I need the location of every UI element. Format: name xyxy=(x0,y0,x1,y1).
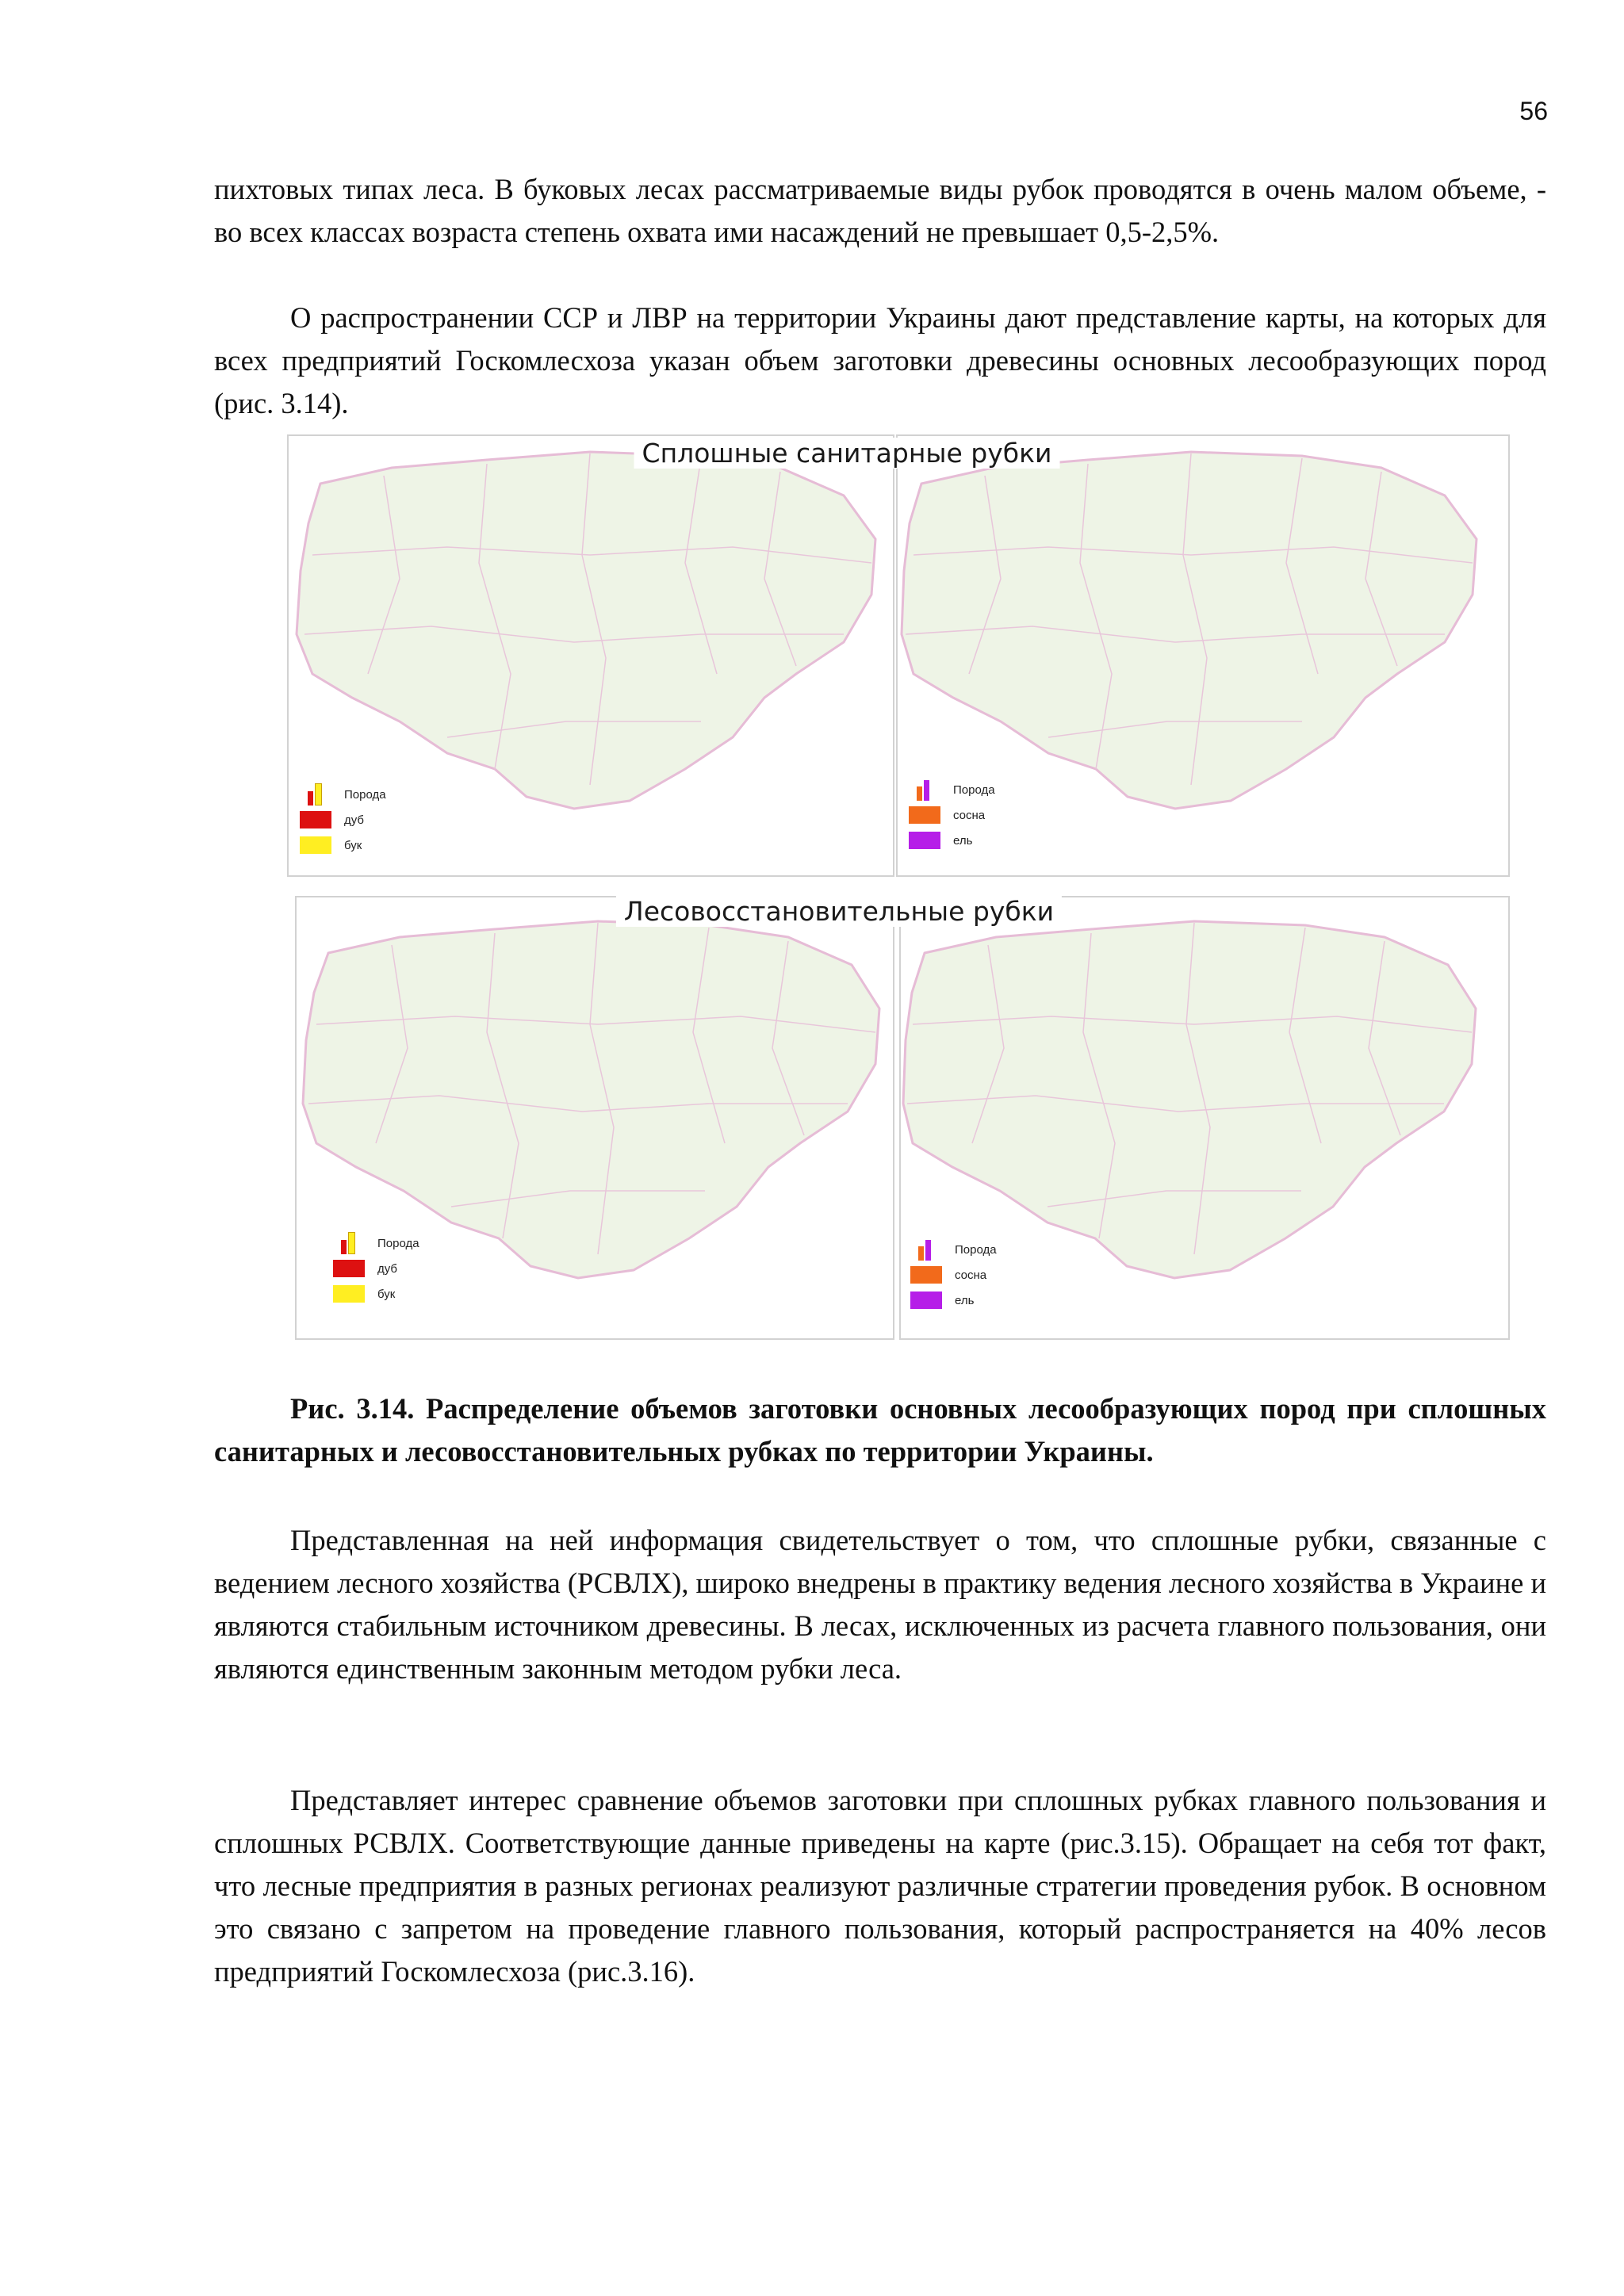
paragraph-3: Представленная на ней информация свидетельствует о том, что сплошные рубки, связанные с ведением лесного хозяйства (РСВЛХ), широко внедрены в практику ведения лесного хозяйства в Украине и являются стабильным источником древесины. В лесах, исключенных из расчета главного пользования, они являются единственным законным методом рубки леса. xyxy=(214,1524,1546,1685)
figure-3-14 xyxy=(287,434,1507,1345)
bar-chart-icon xyxy=(910,1238,942,1261)
legend-item-label: дуб xyxy=(377,1261,398,1276)
legend-hardwood xyxy=(300,782,386,858)
legend-item-label: дуб xyxy=(344,813,365,827)
paragraph-2: О распространении ССР и ЛВР на территории Украины дают представление карты, на которых для всех предприятий Госкомлесхоза указан объем заготовки древесины основных лесообразующих пород (рис. 3.14). xyxy=(214,301,1546,419)
legend-title: Порода xyxy=(955,1242,997,1257)
legend-title: Порода xyxy=(344,787,386,802)
legend-item-label: ель xyxy=(955,1293,975,1307)
page-number: 56 xyxy=(1519,97,1548,125)
bar-chart-icon xyxy=(300,783,331,806)
legend-title-row xyxy=(300,782,386,807)
map-lvr-conifer xyxy=(899,896,1510,1340)
figure-title-ssr: Сплошные санитарные рубки xyxy=(634,438,1060,469)
oak-swatch xyxy=(300,811,331,828)
figure-caption: Рис. 3.14. Распределение объемов заготовки основных лесообразующих пород при сплошных санитарных и лесовосстановительных рубках по территории Украины. xyxy=(214,1392,1546,1468)
legend-item-beech xyxy=(300,832,386,858)
legend-title: Порода xyxy=(953,783,995,797)
legend-item-label: бук xyxy=(344,838,362,852)
legend-item-oak xyxy=(300,807,386,832)
legend-item-label: бук xyxy=(377,1287,396,1301)
bar-chart-icon xyxy=(333,1232,365,1254)
pine-swatch xyxy=(909,806,940,824)
legend-title: Порода xyxy=(377,1236,419,1250)
figure-title-lvr: Лесовосстановительные рубки xyxy=(616,896,1062,927)
spruce-swatch xyxy=(910,1292,942,1309)
paragraph-1: пихтовых типах леса. В буковых лесах рассматриваемые виды рубок проводятся в очень малом объеме, - во всех классах возраста степень охвата ими насаждений не превышает 0,5-2,5%. xyxy=(214,173,1546,248)
legend-item-label: сосна xyxy=(955,1268,987,1282)
oak-swatch xyxy=(333,1260,365,1277)
legend-item-oak xyxy=(333,1256,419,1281)
legend-item-pine xyxy=(910,1262,997,1288)
paragraph-4: Представляет интерес сравнение объемов заготовки при сплошных рубках главного пользования и сплошных РСВЛХ. Соответствующие данные приведены на карте (рис.3.15). Обращает на себя тот факт, что лесные предприятия в разных регионах реализуют различные стратегии проведения рубок. В основном это связано с запретом на проведение главного пользования, который распространяется на 40% лесов предприятий Госкомлесхоза (рис.3.16). xyxy=(214,1784,1546,1988)
legend-title-row xyxy=(910,1237,997,1262)
bar-chart-icon xyxy=(909,779,940,801)
legend-item-spruce xyxy=(909,828,995,853)
legend-item-label: сосна xyxy=(953,808,986,822)
beech-swatch xyxy=(333,1285,365,1303)
spruce-swatch xyxy=(909,832,940,849)
legend-item-spruce xyxy=(910,1288,997,1313)
beech-swatch xyxy=(300,836,331,854)
legend-hardwood xyxy=(333,1230,419,1307)
legend-item-label: ель xyxy=(953,833,973,848)
legend-title-row xyxy=(909,777,995,802)
map-ssr-conifer xyxy=(896,434,1510,877)
legend-conifer xyxy=(909,777,995,853)
map-lvr-hardwood xyxy=(295,896,894,1340)
map-ssr-hardwood xyxy=(287,434,894,877)
legend-conifer xyxy=(910,1237,997,1313)
legend-item-pine xyxy=(909,802,995,828)
legend-item-beech xyxy=(333,1281,419,1307)
pine-swatch xyxy=(910,1266,942,1284)
legend-title-row xyxy=(333,1230,419,1256)
